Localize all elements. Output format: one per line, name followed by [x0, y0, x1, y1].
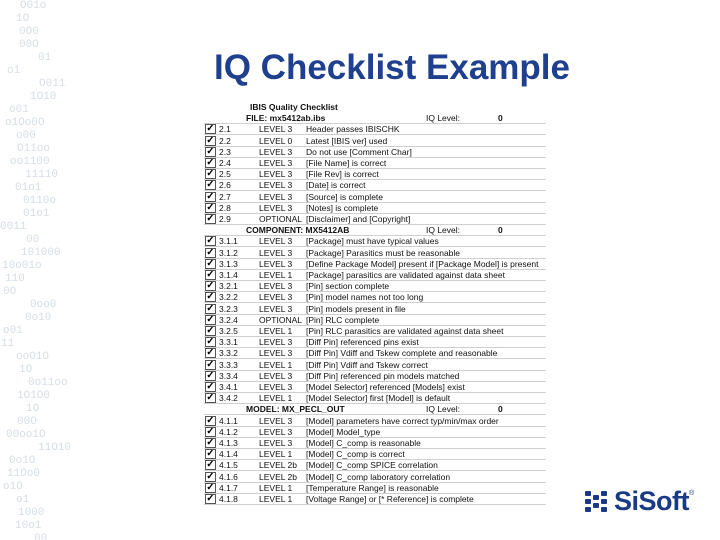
item-number: 2.7: [219, 191, 231, 202]
checkbox[interactable]: ✓: [206, 124, 215, 135]
item-description: [Pin] section complete: [306, 281, 390, 292]
checklist-title: IBIS Quality Checklist: [250, 102, 338, 112]
item-number: 2.9: [219, 214, 231, 224]
checklist-row: [204, 438, 546, 449]
item-number: 3.1.2: [219, 247, 238, 258]
item-description: [Date] is correct: [306, 180, 366, 191]
checkbox[interactable]: ✓: [206, 438, 215, 448]
item-level: LEVEL 3: [259, 158, 293, 168]
item-level: LEVEL 0: [259, 135, 293, 146]
item-description: [Pin] RLC parasitics are validated against data sheet: [306, 326, 504, 336]
item-level: LEVEL 3: [259, 258, 293, 269]
item-number: 3.4.1: [219, 382, 238, 392]
item-level: LEVEL 1: [259, 482, 293, 493]
checkbox[interactable]: ✓: [206, 247, 215, 258]
checkbox[interactable]: ✓: [206, 382, 215, 392]
item-level: LEVEL 1: [259, 449, 293, 460]
checkbox[interactable]: ✓: [206, 303, 215, 314]
checklist-row: [204, 416, 546, 427]
checkbox[interactable]: ✓: [206, 415, 215, 426]
item-description: [Model] C_comp is reasonable: [306, 438, 421, 448]
item-number: 2.8: [219, 202, 231, 213]
item-level: LEVEL 1: [259, 494, 293, 504]
item-level: LEVEL 3: [259, 292, 293, 303]
item-level: LEVEL 3: [259, 169, 293, 180]
iq-level-value: 0: [498, 404, 503, 415]
checklist-row: [204, 136, 546, 147]
checklist-row: [204, 326, 546, 337]
item-description: [Temperature Range] is reasonable: [306, 482, 439, 493]
checklist-row: [204, 192, 546, 203]
item-level: LEVEL 3: [259, 124, 293, 135]
item-description: [Model] C_comp SPICE correlation: [306, 460, 438, 471]
checklist-row: [204, 315, 546, 326]
item-level: LEVEL 1: [259, 270, 293, 280]
sisoft-logo-icon: [584, 489, 610, 515]
checklist-row: [204, 292, 546, 303]
item-level: LEVEL 3: [259, 348, 293, 359]
checklist-row: [204, 259, 546, 270]
checkbox[interactable]: ✓: [206, 494, 215, 504]
checkbox[interactable]: ✓: [206, 281, 215, 292]
checkbox[interactable]: ✓: [206, 191, 215, 202]
checklist-row: [204, 472, 546, 483]
checkbox[interactable]: ✓: [206, 214, 215, 224]
item-description: [Notes] is complete: [306, 202, 379, 213]
checklist-table: [204, 100, 546, 518]
item-number: 2.2: [219, 135, 231, 146]
checklist-row: [204, 158, 546, 169]
item-number: 4.1.4: [219, 449, 238, 460]
checkbox[interactable]: ✓: [206, 202, 215, 213]
section-label: FILE: mx5412ab.ibs: [246, 113, 326, 124]
item-number: 3.1.3: [219, 258, 238, 269]
section-label: COMPONENT: MX5412AB: [246, 225, 350, 236]
item-level: LEVEL 1: [259, 326, 293, 336]
checklist-row: [204, 304, 546, 315]
checklist-row: [204, 270, 546, 281]
checkbox[interactable]: ✓: [206, 482, 215, 493]
checkbox[interactable]: ✓: [206, 337, 215, 348]
item-number: 3.2.5: [219, 326, 238, 336]
item-level: LEVEL 3: [259, 180, 293, 191]
checkbox[interactable]: ✓: [206, 180, 215, 191]
checkbox[interactable]: ✓: [206, 359, 215, 370]
item-level: LEVEL 3: [259, 281, 293, 292]
item-description: [Model] C_comp is correct: [306, 449, 405, 460]
item-number: 2.1: [219, 124, 231, 135]
item-number: 3.3.4: [219, 370, 238, 381]
item-level: LEVEL 3: [259, 191, 293, 202]
item-description: [File Rev] is correct: [306, 169, 379, 180]
checkbox[interactable]: ✓: [206, 158, 215, 168]
item-description: Do not use [Comment Char]: [306, 146, 412, 157]
checkbox[interactable]: ✓: [206, 270, 215, 280]
item-number: 2.5: [219, 169, 231, 180]
item-level: OPTIONAL: [259, 314, 302, 325]
checkbox[interactable]: ✓: [206, 326, 215, 336]
item-level: LEVEL 3: [259, 382, 293, 392]
section-header-row: [204, 404, 546, 415]
item-description: [Pin] models present in file: [306, 303, 406, 314]
item-number: 4.1.1: [219, 415, 238, 426]
item-level: LEVEL 1: [259, 359, 293, 370]
item-level: LEVEL 2b: [259, 460, 297, 471]
item-level: LEVEL 3: [259, 146, 293, 157]
item-number: 3.3.1: [219, 337, 238, 348]
item-level: OPTIONAL: [259, 214, 302, 224]
item-description: [Define Package Model] present if [Package Model] is present: [306, 258, 539, 269]
iq-level-label: IQ Level:: [426, 404, 461, 415]
checklist-row: [204, 337, 546, 348]
binary-digit-decoration: O01o 1O 0O0 00O 01 o1 O011 1O10 o01 o1Oo0O o00 O11oo oo1100 11110 01o1 0110o 01o1 0011 00 101000 10o01o 110 0O 0oo0 0o10 o01 11 ooO1O 1O 0o11oo 1O1O0 1O 00O 00oo1O 11O10 0o1O 11Oo0 o1O o1 1000 10o1 00: [0, 0, 72, 540]
item-level: LEVEL 3: [259, 438, 293, 448]
item-level: LEVEL 1: [259, 393, 293, 404]
item-number: 4.1.7: [219, 482, 238, 493]
checklist-row: [204, 371, 546, 382]
checkbox[interactable]: ✓: [206, 370, 215, 381]
checkbox[interactable]: ✓: [206, 393, 215, 404]
item-description: Latest [IBIS ver] used: [306, 135, 388, 146]
iq-level-value: 0: [498, 225, 503, 236]
item-number: 4.1.5: [219, 460, 238, 471]
checklist-row: [204, 382, 546, 393]
item-number: 4.1.3: [219, 438, 238, 448]
item-description: [Disclaimer] and [Copyright]: [306, 214, 411, 224]
item-number: 3.2.3: [219, 303, 238, 314]
item-level: LEVEL 3: [259, 247, 293, 258]
checklist-row: [204, 460, 546, 471]
checkbox[interactable]: ✓: [206, 292, 215, 303]
checkbox[interactable]: ✓: [206, 314, 215, 325]
checklist-row: [204, 494, 546, 505]
section-header-row: [204, 225, 546, 236]
item-number: 3.1.1: [219, 236, 238, 247]
item-level: LEVEL 3: [259, 426, 293, 437]
item-description: [Model] C_comp laboratory correlation: [306, 471, 451, 482]
checkbox[interactable]: ✓: [206, 449, 215, 460]
item-level: LEVEL 3: [259, 415, 293, 426]
item-number: 2.3: [219, 146, 231, 157]
checklist-row: [204, 203, 546, 214]
item-description: [Package] must have typical values: [306, 236, 439, 247]
item-description: Header passes IBISCHK: [306, 124, 400, 135]
item-number: 2.4: [219, 158, 231, 168]
checkbox[interactable]: ✓: [206, 460, 215, 471]
checkbox[interactable]: ✓: [206, 169, 215, 180]
checklist-row: [204, 360, 546, 371]
item-description: [Source] is complete: [306, 191, 384, 202]
item-number: 3.3.3: [219, 359, 238, 370]
checklist-row: [204, 393, 546, 404]
checklist-row: [204, 147, 546, 158]
item-description: [Package] parasitics are validated against data sheet: [306, 270, 505, 280]
checklist-row: [204, 124, 546, 135]
slide-title: IQ Checklist Example: [214, 48, 570, 87]
item-number: 3.2.1: [219, 281, 238, 292]
item-number: 3.1.4: [219, 270, 238, 280]
item-number: 3.3.2: [219, 348, 238, 359]
item-description: [Model] parameters have correct typ/min/max order: [306, 415, 499, 426]
checkbox[interactable]: ✓: [206, 146, 215, 157]
checkbox[interactable]: ✓: [206, 426, 215, 437]
item-number: 4.1.2: [219, 426, 238, 437]
item-description: [Pin] RLC complete: [306, 314, 380, 325]
sisoft-logo: [584, 486, 694, 517]
item-description: [Model Selector] first [Model] is default: [306, 393, 451, 404]
item-number: 3.2.2: [219, 292, 238, 303]
checkbox[interactable]: ✓: [206, 348, 215, 359]
iq-level-value: 0: [498, 113, 503, 124]
item-description: [Voltage Range] or [* Reference] is complete: [306, 494, 474, 504]
item-description: [Model Selector] referenced [Models] exist: [306, 382, 465, 392]
logo-text: SiSoft: [614, 486, 689, 516]
item-level: LEVEL 2b: [259, 471, 297, 482]
item-description: [Model] Model_type: [306, 426, 381, 437]
item-description: [Diff Pin] Vdiff and Tskew complete and reasonable: [306, 348, 498, 359]
item-number: 2.6: [219, 180, 231, 191]
checklist-row: [204, 214, 546, 225]
iq-level-label: IQ Level:: [426, 113, 461, 124]
checklist-row: [204, 281, 546, 292]
checkbox[interactable]: ✓: [206, 258, 215, 269]
item-level: LEVEL 3: [259, 370, 293, 381]
checklist-row: [204, 248, 546, 259]
section-label: MODEL: MX_PECL_OUT: [246, 404, 345, 415]
item-description: [Diff Pin] Vdiff and Tskew correct: [306, 359, 428, 370]
item-level: LEVEL 3: [259, 236, 293, 247]
item-number: 4.1.8: [219, 494, 238, 504]
checkbox[interactable]: ✓: [206, 135, 215, 146]
item-number: 3.4.2: [219, 393, 238, 404]
checklist-row: [204, 236, 546, 247]
checklist-title-row: [204, 102, 546, 113]
item-number: 4.1.6: [219, 471, 238, 482]
item-number: 3.2.4: [219, 314, 238, 325]
item-description: [Pin] model names not too long: [306, 292, 424, 303]
checklist-row: [204, 449, 546, 460]
checklist-row: [204, 169, 546, 180]
item-level: LEVEL 3: [259, 303, 293, 314]
item-description: [File Name] is correct: [306, 158, 387, 168]
checklist-row: [204, 180, 546, 191]
item-description: [Diff Pin] referenced pins exist: [306, 337, 419, 348]
checkbox[interactable]: ✓: [206, 236, 215, 247]
item-level: LEVEL 3: [259, 337, 293, 348]
checkbox[interactable]: ✓: [206, 471, 215, 482]
logo-trademark: ®: [689, 490, 695, 497]
item-description: [Diff Pin] referenced pin models matched: [306, 370, 460, 381]
section-header-row: [204, 113, 546, 124]
checklist-row: [204, 483, 546, 494]
checklist-row: [204, 427, 546, 438]
iq-level-label: IQ Level:: [426, 225, 461, 236]
item-level: LEVEL 3: [259, 202, 293, 213]
checklist-row: [204, 348, 546, 359]
item-description: [Package] Parasitics must be reasonable: [306, 247, 461, 258]
